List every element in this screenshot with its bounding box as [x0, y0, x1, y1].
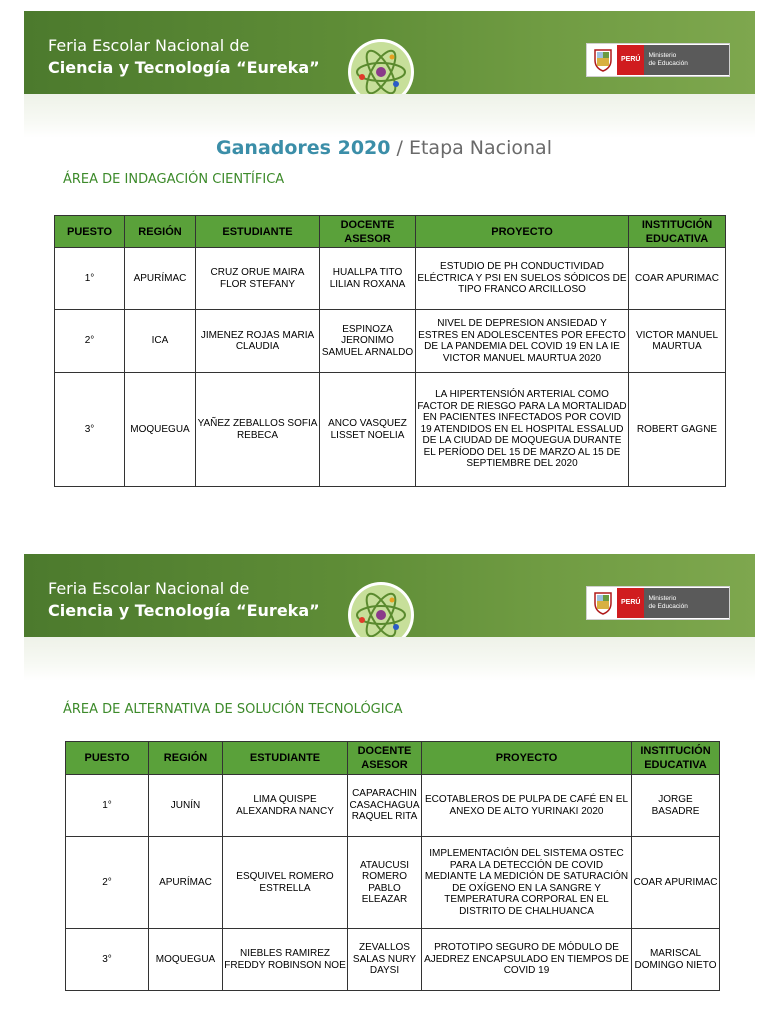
ministry-label: [644, 588, 729, 618]
cell-estudiante: LIMA QUISPE ALEXANDRA NANCY: [223, 775, 348, 837]
col-region: REGIÓN: [125, 216, 196, 248]
cell-docente: ZEVALLOS SALAS NURY DAYSI: [348, 929, 422, 991]
cell-institucion: COAR APURIMAC: [632, 837, 720, 929]
cell-region: MOQUEGUA: [149, 929, 223, 991]
fair-title: [48, 35, 320, 79]
cell-institucion: VICTOR MANUEL MAURTUA: [629, 310, 726, 373]
banner-fade: [24, 637, 755, 681]
fair-title-line2: Ciencia y Tecnología “Eureka”: [48, 601, 320, 620]
col-proyecto: PROYECTO: [422, 742, 632, 775]
area-title: ÁREA DE INDAGACIÓN CIENTÍFICA: [63, 172, 285, 187]
cell-docente: ANCO VASQUEZ LISSET NOELIA: [320, 373, 416, 487]
cell-institucion: COAR APURIMAC: [629, 248, 726, 310]
table-header-row: [55, 216, 726, 248]
country-label: PERÚ: [617, 45, 644, 75]
cell-estudiante: NIEBLES RAMIREZ FREDDY ROBINSON NOE: [223, 929, 348, 991]
col-estudiante: ESTUDIANTE: [223, 742, 348, 775]
banner-header: [24, 11, 755, 94]
fair-title-line1: Feria Escolar Nacional de: [48, 36, 250, 55]
banner-fade: [24, 94, 755, 138]
page-headline: [0, 137, 768, 159]
cell-docente: HUALLPA TITO LILIAN ROXANA: [320, 248, 416, 310]
peru-shield-icon: [589, 589, 617, 617]
cell-puesto: 3°: [66, 929, 149, 991]
banner-header: [24, 554, 755, 637]
fair-title-line2: Ciencia y Tecnología “Eureka”: [48, 58, 320, 77]
table-row: [55, 373, 726, 487]
col-puesto: PUESTO: [66, 742, 149, 775]
cell-docente: ESPINOZA JERONIMO SAMUEL ARNALDO: [320, 310, 416, 373]
headline-highlight: Ganadores 2020: [216, 137, 391, 159]
cell-puesto: 2°: [55, 310, 125, 373]
ministry-line2: de Educación: [648, 603, 688, 610]
cell-estudiante: CRUZ ORUE MAIRA FLOR STEFANY: [196, 248, 320, 310]
cell-puesto: 1°: [55, 248, 125, 310]
ministry-line2: de Educación: [648, 60, 688, 67]
table-row: [66, 929, 720, 991]
col-proyecto: PROYECTO: [416, 216, 629, 248]
country-label: PERÚ: [617, 588, 644, 618]
winners-table-1: [54, 215, 726, 487]
col-docente: DOCENTE ASESOR: [320, 216, 416, 248]
peru-shield-icon: [589, 46, 617, 74]
fair-title-line1: Feria Escolar Nacional de: [48, 579, 250, 598]
headline-rest: / Etapa Nacional: [390, 137, 552, 159]
cell-proyecto: IMPLEMENTACIÓN DEL SISTEMA OSTEC PARA LA DETECCIÓN DE COVID MEDIANTE LA MEDICIÓN DE SATURACIÓN DE OXÍGENO EN LA SANGRE Y TEMPERATURA CORPORAL EN EL DISTRITO DE CHALHUANCA: [422, 837, 632, 929]
col-estudiante: ESTUDIANTE: [196, 216, 320, 248]
cell-docente: ATAUCUSI ROMERO PABLO ELEAZAR: [348, 837, 422, 929]
cell-region: MOQUEGUA: [125, 373, 196, 487]
cell-docente: CAPARACHIN CASACHAGUA RAQUEL RITA: [348, 775, 422, 837]
col-region: REGIÓN: [149, 742, 223, 775]
ministry-logo: [586, 586, 730, 620]
cell-proyecto: PROTOTIPO SEGURO DE MÓDULO DE AJEDREZ ENCAPSULADO EN TIEMPOS DE COVID 19: [422, 929, 632, 991]
cell-proyecto: ECOTABLEROS DE PULPA DE CAFÉ EN EL ANEXO DE ALTO YURINAKI 2020: [422, 775, 632, 837]
col-puesto: PUESTO: [55, 216, 125, 248]
cell-region: APURÍMAC: [149, 837, 223, 929]
cell-estudiante: ESQUIVEL ROMERO ESTRELLA: [223, 837, 348, 929]
cell-region: ICA: [125, 310, 196, 373]
col-institucion: INSTITUCIÓN EDUCATIVA: [632, 742, 720, 775]
winners-table-2: [65, 741, 720, 991]
cell-institucion: JORGE BASADRE: [632, 775, 720, 837]
col-institucion: INSTITUCIÓN EDUCATIVA: [629, 216, 726, 248]
cell-institucion: MARISCAL DOMINGO NIETO: [632, 929, 720, 991]
table-row: [66, 837, 720, 929]
cell-region: JUNÍN: [149, 775, 223, 837]
table-row: [66, 775, 720, 837]
table-row: [55, 310, 726, 373]
fair-title: [48, 578, 320, 622]
cell-proyecto: LA HIPERTENSIÓN ARTERIAL COMO FACTOR DE RIESGO PARA LA MORTALIDAD EN PACIENTES INFECTADOS POR COVID 19 ATENDIDOS EN EL HOSPITAL ESSALUD DE LA CIUDAD DE MOQUEGUA DURANTE EL PERÍODO DEL 15 DE MARZO AL 15 DE SEPTIEMBRE DEL 2020: [416, 373, 629, 487]
table-row: [55, 248, 726, 310]
cell-puesto: 3°: [55, 373, 125, 487]
ministry-label: [644, 45, 729, 75]
ministry-line1: Ministerio: [648, 595, 677, 602]
cell-region: APURÍMAC: [125, 248, 196, 310]
cell-proyecto: ESTUDIO DE PH CONDUCTIVIDAD ELÉCTRICA Y PSI EN SUELOS SÓDICOS DE TIPO FRANCO ARCILLOSO: [416, 248, 629, 310]
cell-institucion: ROBERT GAGNE: [629, 373, 726, 487]
col-docente: DOCENTE ASESOR: [348, 742, 422, 775]
cell-puesto: 1°: [66, 775, 149, 837]
ministry-line1: Ministerio: [648, 52, 677, 59]
area-title: ÁREA DE ALTERNATIVA DE SOLUCIÓN TECNOLÓGICA: [63, 702, 403, 717]
cell-puesto: 2°: [66, 837, 149, 929]
cell-estudiante: YAÑEZ ZEBALLOS SOFIA REBECA: [196, 373, 320, 487]
cell-proyecto: NIVEL DE DEPRESION ANSIEDAD Y ESTRES EN ADOLESCENTES POR EFECTO DE LA PANDEMIA DEL COVID 19 EN LA IE VICTOR MANUEL MAURTUA 2020: [416, 310, 629, 373]
cell-estudiante: JIMENEZ ROJAS MARIA CLAUDIA: [196, 310, 320, 373]
table-header-row: [66, 742, 720, 775]
ministry-logo: [586, 43, 730, 77]
